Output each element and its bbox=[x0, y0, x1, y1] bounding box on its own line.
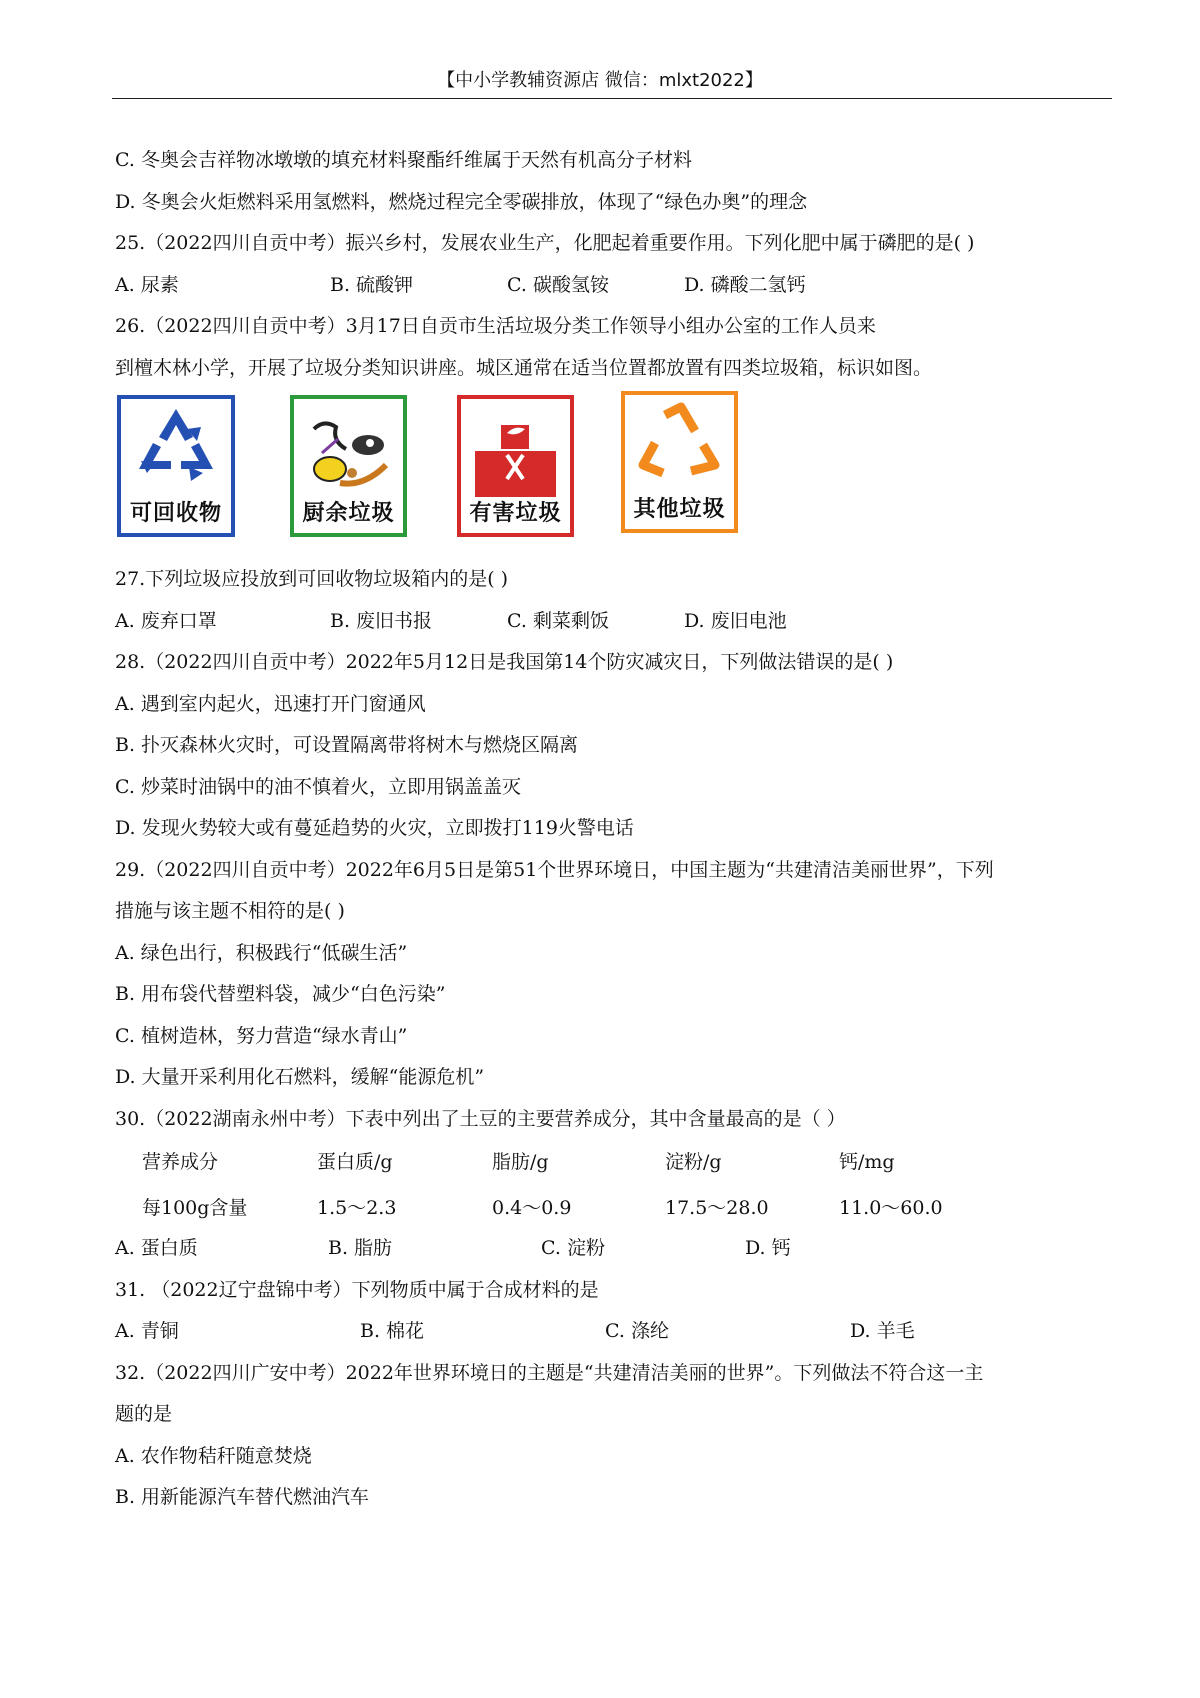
document-body bbox=[115, 140, 1100, 1519]
q30-options bbox=[115, 1228, 1100, 1270]
sign-hazardous bbox=[457, 395, 574, 537]
q31-option-d: D. 羊毛 bbox=[850, 1320, 915, 1342]
hazardous-icon bbox=[461, 399, 570, 499]
recycle-icon bbox=[121, 399, 231, 499]
q31-options bbox=[115, 1311, 1100, 1353]
sign-label-recyclable: 可回收物 bbox=[129, 501, 222, 526]
question-30: 30.（2022湖南永州中考）下表中列出了土豆的主要营养成分，其中含量最高的是（ ） bbox=[115, 1107, 846, 1130]
sign-other-waste bbox=[621, 391, 738, 533]
q30-option-d: D. 钙 bbox=[745, 1237, 791, 1259]
q27-option-a: A. 废弃口罩 bbox=[115, 609, 217, 632]
q31-option-c: C. 涤纶 bbox=[605, 1320, 669, 1342]
question-27: 27.下列垃圾应投放到可回收物垃圾箱内的是( ) bbox=[115, 568, 509, 590]
q32-option-a: A. 农作物秸秆随意焚烧 bbox=[115, 1444, 312, 1467]
q25-option-a: A. 尿素 bbox=[115, 273, 179, 296]
table-cell: 每100g含量 bbox=[142, 1197, 248, 1219]
question-29-line1: 29.（2022四川自贡中考）2022年6月5日是第51个世界环境日，中国主题为“共建清洁美丽世界”，下列 bbox=[115, 858, 994, 881]
other-waste-icon bbox=[625, 395, 734, 495]
sign-label-other-waste: 其他垃圾 bbox=[633, 497, 726, 522]
waste-sorting-signs bbox=[115, 389, 1100, 559]
table-cell: 0.4～0.9 bbox=[492, 1197, 572, 1219]
table-header-cell: 营养成分 bbox=[142, 1151, 219, 1173]
q28-option-a: A. 遇到室内起火，迅速打开门窗通风 bbox=[115, 692, 426, 715]
table-header-cell: 钙/mg bbox=[839, 1151, 895, 1173]
question-29-line2: 措施与该主题不相符的是( ) bbox=[115, 900, 345, 922]
q30-option-a: A. 蛋白质 bbox=[115, 1237, 198, 1259]
q25-options bbox=[115, 265, 1100, 307]
table-header-cell: 淀粉/g bbox=[665, 1151, 722, 1173]
question-32-line1: 32.（2022四川广安中考）2022年世界环境日的主题是“共建清洁美丽的世界”。下列做法不符合这一主 bbox=[115, 1361, 984, 1384]
sign-label-food-waste: 厨余垃圾 bbox=[302, 501, 395, 526]
q24-option-c: C. 冬奥会吉祥物冰墩墩的填充材料聚酯纤维属于天然有机高分子材料 bbox=[115, 149, 692, 171]
table-cell: 11.0～60.0 bbox=[839, 1197, 943, 1219]
food-waste-icon bbox=[294, 399, 403, 499]
q30-option-c: C. 淀粉 bbox=[541, 1237, 605, 1259]
q29-option-a: A. 绿色出行，积极践行“低碳生活” bbox=[115, 941, 408, 964]
table-header-cell: 脂肪/g bbox=[492, 1151, 549, 1173]
q31-option-b: B. 棉花 bbox=[360, 1320, 425, 1342]
question-32-line2: 题的是 bbox=[115, 1403, 173, 1425]
q27-option-b: B. 废旧书报 bbox=[330, 609, 433, 632]
q29-option-d: D. 大量开采利用化石燃料，缓解“能源危机” bbox=[115, 1066, 485, 1088]
nutrition-table-row bbox=[115, 1186, 1100, 1230]
question-26-line2: 到檀木林小学，开展了垃圾分类知识讲座。城区通常在适当位置都放置有四类垃圾箱，标识如图。 bbox=[115, 356, 933, 379]
q27-option-c: C. 剩菜剩饭 bbox=[507, 609, 609, 632]
q28-option-d: D. 发现火势较大或有蔓延趋势的火灾，立即拨打119火警电话 bbox=[115, 817, 634, 839]
q24-option-d: D. 冬奥会火炬燃料采用氢燃料，燃烧过程完全零碳排放，体现了“绿色办奥”的理念 bbox=[115, 190, 808, 213]
table-cell: 1.5～2.3 bbox=[317, 1197, 397, 1219]
q25-option-b: B. 硫酸钾 bbox=[330, 273, 414, 296]
q32-option-b: B. 用新能源汽车替代燃油汽车 bbox=[115, 1486, 370, 1508]
q25-option-d: D. 磷酸二氢钙 bbox=[684, 273, 806, 296]
q29-option-b: B. 用布袋代替塑料袋，减少“白色污染” bbox=[115, 983, 446, 1005]
header-divider bbox=[112, 98, 1112, 99]
q28-option-b: B. 扑灭森林火灾时，可设置隔离带将树木与燃烧区隔离 bbox=[115, 734, 579, 756]
sign-label-hazardous: 有害垃圾 bbox=[469, 501, 562, 526]
q25-option-c: C. 碳酸氢铵 bbox=[507, 273, 609, 296]
question-26-line1: 26.（2022四川自贡中考）3月17日自贡市生活垃圾分类工作领导小组办公室的工作人员来 bbox=[115, 315, 876, 337]
nutrition-table-header bbox=[115, 1140, 1100, 1184]
q30-option-b: B. 脂肪 bbox=[328, 1237, 393, 1259]
table-header-cell: 蛋白质/g bbox=[317, 1151, 393, 1173]
q28-option-c: C. 炒菜时油锅中的油不慎着火，立即用锅盖盖灭 bbox=[115, 775, 521, 798]
q27-option-d: D. 废旧电池 bbox=[684, 609, 787, 632]
question-31: 31. （2022辽宁盘锦中考）下列物质中属于合成材料的是 bbox=[115, 1278, 599, 1301]
table-cell: 17.5～28.0 bbox=[665, 1197, 769, 1219]
q29-option-c: C. 植树造林，努力营造“绿水青山” bbox=[115, 1024, 408, 1047]
page-header: 【中小学教辅资源店 微信：mlxt2022】 bbox=[437, 70, 763, 91]
question-25: 25.（2022四川自贡中考）振兴乡村，发展农业生产，化肥起着重要作用。下列化肥中属于磷肥的是( ) bbox=[115, 232, 975, 254]
sign-food-waste bbox=[290, 395, 407, 537]
question-28: 28.（2022四川自贡中考）2022年5月12日是我国第14个防灾减灾日，下列做法错误的是( ) bbox=[115, 651, 894, 673]
nutrition-table bbox=[115, 1140, 1100, 1228]
q27-options bbox=[115, 601, 1100, 643]
q31-option-a: A. 青铜 bbox=[115, 1320, 179, 1342]
sign-recyclable bbox=[117, 395, 235, 537]
